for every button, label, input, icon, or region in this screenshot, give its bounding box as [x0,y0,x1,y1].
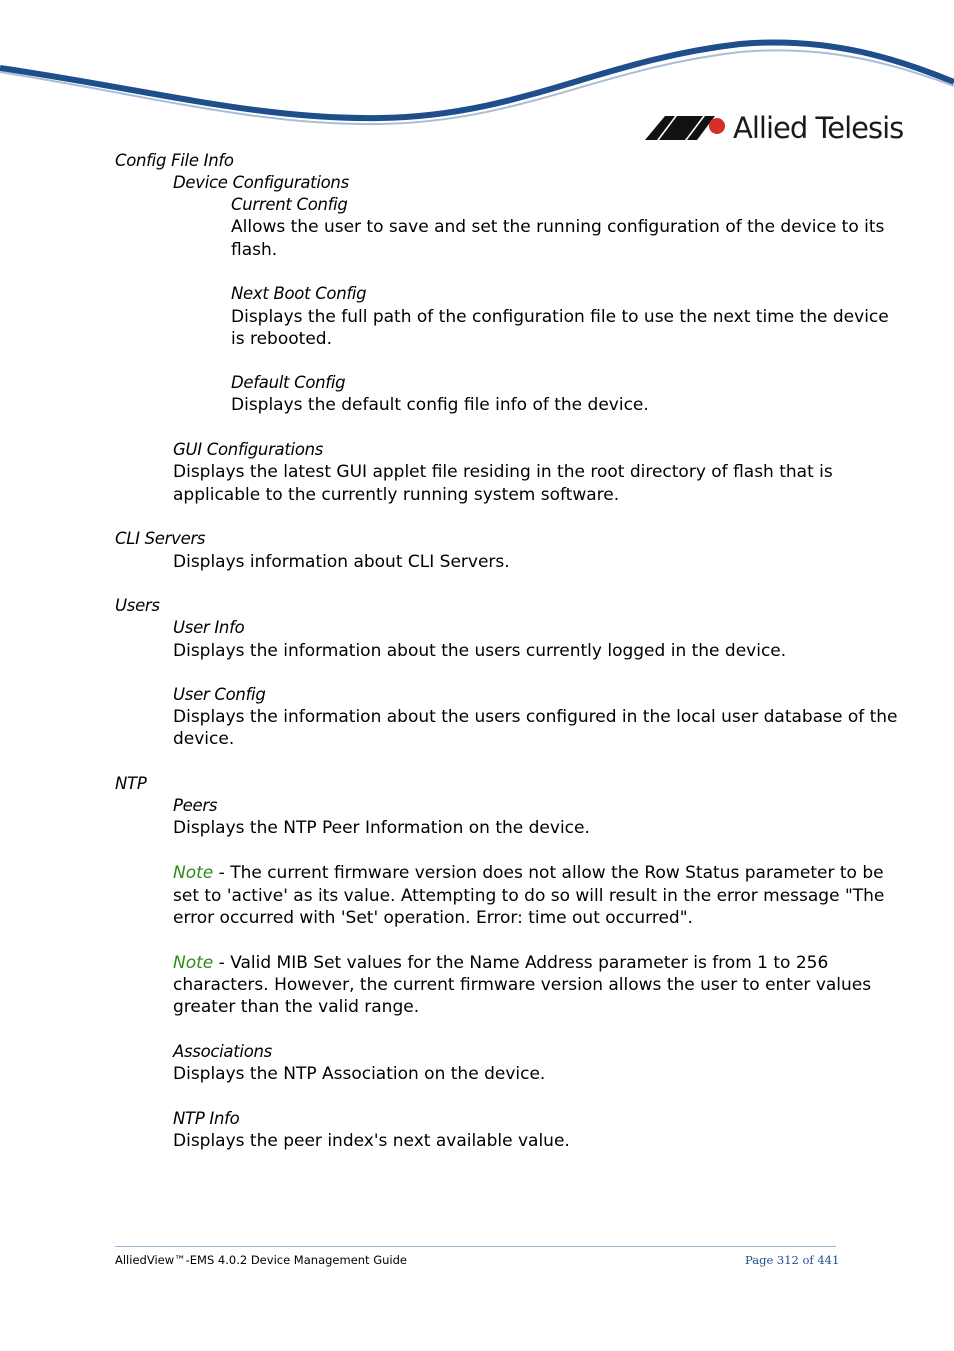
paragraph-line: Displays the full path of the configuration file to use the next time the device [231,307,889,327]
subheading-current-config: Current Config [231,195,348,214]
logo-mark-icon [645,108,729,148]
heading-cli-servers: CLI Servers [115,529,206,548]
paragraph-line: Allows the user to save and set the running configuration of the device to its [231,217,885,237]
subheading-user-info: User Info [173,618,245,637]
note-label: Note [173,863,214,883]
subheading-gui-configurations: GUI Configurations [173,440,324,459]
note-paragraph-line [173,862,884,884]
footer-document-title: AlliedView™-EMS 4.0.2 Device Management Guide [115,1253,407,1267]
subheading-device-configurations: Device Configurations [173,173,349,192]
subheading-associations: Associations [173,1042,272,1061]
note-label: Note [173,953,214,973]
footer-page-number: Page 312 of 441 [745,1253,840,1267]
subheading-next-boot-config: Next Boot Config [231,284,367,303]
paragraph-line: Displays the NTP Peer Information on the device. [173,818,590,838]
paragraph-line: Displays the latest GUI applet file residing in the root directory of flash that is [173,462,833,482]
paragraph-line: applicable to the currently running system software. [173,485,620,505]
paragraph-line: characters. However, the current firmware version allows the user to enter values [173,975,872,995]
paragraph-line: is rebooted. [231,329,332,349]
paragraph-line: Displays the NTP Association on the device. [173,1064,546,1084]
subheading-default-config: Default Config [231,373,346,392]
paragraph-line: Displays the information about the users configured in the local user database of the [173,707,898,727]
subheading-user-config: User Config [173,685,266,704]
paragraph-line: Displays the default config file info of the device. [231,395,649,415]
heading-users: Users [115,596,160,615]
logo-text: Allied Telesis [733,111,904,145]
footer-divider [115,1246,836,1247]
heading-config-file-info: Config File Info [115,151,234,170]
note-text: - The current firmware version does not allow the Row Status parameter to be [213,863,884,883]
paragraph-line: Displays information about CLI Servers. [173,552,510,572]
heading-ntp: NTP [115,774,147,793]
note-text: - Valid MIB Set values for the Name Address parameter is from 1 to 256 [213,953,829,973]
paragraph-line: flash. [231,240,278,260]
paragraph-line: device. [173,729,235,749]
subheading-peers: Peers [173,796,218,815]
paragraph-line: Displays the information about the users currently logged in the device. [173,641,787,661]
paragraph-line: set to 'active' as its value. Attempting to do so will result in the error message "The [173,886,885,906]
paragraph-line: error occurred with 'Set' operation. Error: time out occurred". [173,908,693,928]
subheading-ntp-info: NTP Info [173,1109,240,1128]
paragraph-line: Displays the peer index's next available value. [173,1131,570,1151]
note-paragraph-line [173,952,828,974]
paragraph-line: greater than the valid range. [173,997,420,1017]
allied-telesis-logo [645,108,905,148]
